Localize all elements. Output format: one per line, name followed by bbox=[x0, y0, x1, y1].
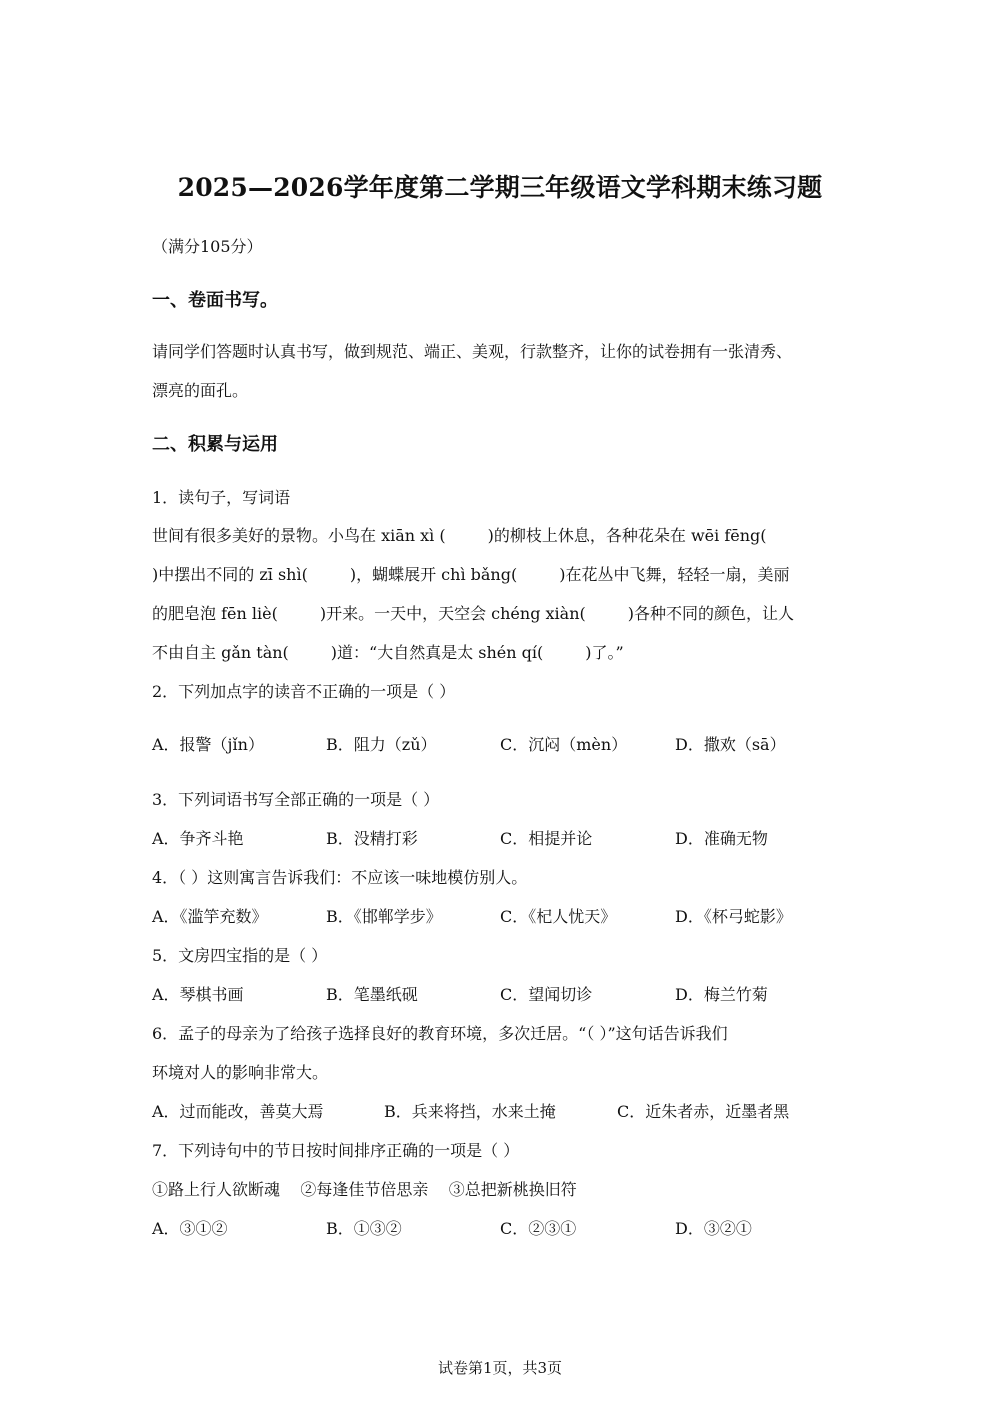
q2-option-d[interactable]: D．撒欢（sā） bbox=[675, 735, 786, 754]
exam-title: 2025—2026学年度第二学期三年级语文学科期末练习题 bbox=[177, 173, 823, 202]
q5-option-b[interactable]: B．笔墨纸砚 bbox=[326, 985, 418, 1004]
q6-prompt-line2: 环境对人的影响非常大。 bbox=[152, 1063, 329, 1082]
section1-text-line2: 漂亮的面孔。 bbox=[152, 381, 249, 400]
q2-option-c[interactable]: C．沉闷（mèn） bbox=[500, 735, 628, 754]
section1-heading: 一、卷面书写。 bbox=[152, 290, 278, 311]
q4-prompt: 4．（ ）这则寓言告诉我们：不应该一味地模仿别人。 bbox=[152, 868, 528, 887]
q1-line1-part-a: 世间有很多美好的景物。小鸟在 xiān xì ( bbox=[152, 526, 446, 545]
q3-option-c[interactable]: C．相提并论 bbox=[500, 829, 593, 848]
q2-prompt: 2．下列加点字的读音不正确的一项是（ ） bbox=[152, 682, 456, 701]
q5-prompt: 5．文房四宝指的是（ ） bbox=[152, 946, 328, 965]
q1-line3-part-b: )开来。一天中，天空会 chéng xiàn( bbox=[319, 604, 586, 623]
score-note: （满分105分） bbox=[152, 237, 263, 256]
q1-line3-part-a: 的肥皂泡 fēn liè( bbox=[152, 604, 278, 623]
q3-option-d[interactable]: D．准确无物 bbox=[675, 829, 768, 848]
q1-line1 bbox=[152, 523, 767, 546]
q3-option-b[interactable]: B．没精打彩 bbox=[326, 829, 418, 848]
page-footer: 试卷第1页，共3页 bbox=[437, 1359, 563, 1377]
q1-line2-part-b: )，蝴蝶展开 chì bǎng( bbox=[349, 565, 518, 584]
q1-line2-part-c: )在花丛中飞舞，轻轻一扇，美丽 bbox=[559, 565, 790, 584]
q3-prompt: 3．下列词语书写全部正确的一项是（ ） bbox=[152, 790, 440, 809]
q1-line2 bbox=[152, 562, 789, 585]
section1-text-line1: 请同学们答题时认真书写，做到规范、端正、美观，行款整齐，让你的试卷拥有一张清秀、 bbox=[152, 342, 793, 361]
q1-line2-part-a: )中摆出不同的 zī shì( bbox=[152, 565, 308, 584]
q1-prompt: 1．读句子，写词语 bbox=[152, 488, 291, 507]
q7-option-b[interactable]: B．①③② bbox=[326, 1219, 402, 1238]
q6-option-a[interactable]: A．过而能改，善莫大焉 bbox=[152, 1102, 324, 1121]
q1-line4-part-c: )了。” bbox=[585, 643, 624, 662]
q4-option-a[interactable]: A．《滥竽充数》 bbox=[152, 907, 268, 926]
q6-prompt-line1: 6．孟子的母亲为了给孩子选择良好的教育环境，多次迁居。“（ ）”这句话告诉我们 bbox=[152, 1024, 728, 1043]
q4-option-c[interactable]: C．《杞人忧天》 bbox=[500, 907, 617, 926]
q1-line4-part-a: 不由自主 gǎn tàn( bbox=[152, 643, 289, 662]
q6-option-b[interactable]: B．兵来将挡，水来土掩 bbox=[384, 1102, 556, 1121]
q7-verses: ①路上行人欲断魂 ②每逢佳节倍思亲 ③总把新桃换旧符 bbox=[152, 1180, 577, 1199]
q7-prompt: 7．下列诗句中的节日按时间排序正确的一项是（ ） bbox=[152, 1141, 520, 1160]
q3-option-a[interactable]: A．争齐斗艳 bbox=[152, 829, 244, 848]
section2-heading: 二、积累与运用 bbox=[152, 434, 278, 455]
q5-option-d[interactable]: D．梅兰竹菊 bbox=[675, 985, 768, 1004]
q2-option-a[interactable]: A．报警（jǐn） bbox=[152, 735, 264, 754]
q7-option-c[interactable]: C．②③① bbox=[500, 1219, 577, 1238]
q1-line4 bbox=[152, 640, 624, 663]
q5-option-a[interactable]: A．琴棋书画 bbox=[152, 985, 244, 1004]
q5-option-c[interactable]: C．望闻切诊 bbox=[500, 985, 593, 1004]
q1-line1-part-b: )的柳枝上休息，各种花朵在 wēi fēng( bbox=[487, 526, 767, 545]
q1-line3 bbox=[152, 601, 794, 624]
q1-line4-part-b: )道：“大自然真是太 shén qí( bbox=[330, 643, 544, 662]
q4-option-d[interactable]: D．《杯弓蛇影》 bbox=[675, 907, 792, 926]
q4-option-b[interactable]: B．《邯郸学步》 bbox=[326, 907, 442, 926]
q7-option-a[interactable]: A．③①② bbox=[152, 1219, 228, 1238]
q6-option-c[interactable]: C．近朱者赤，近墨者黑 bbox=[617, 1102, 790, 1121]
q1-line3-part-c: )各种不同的颜色，让人 bbox=[627, 604, 795, 623]
q7-option-d[interactable]: D．③②① bbox=[675, 1219, 752, 1238]
q2-option-b[interactable]: B．阻力（zǔ） bbox=[326, 735, 437, 754]
